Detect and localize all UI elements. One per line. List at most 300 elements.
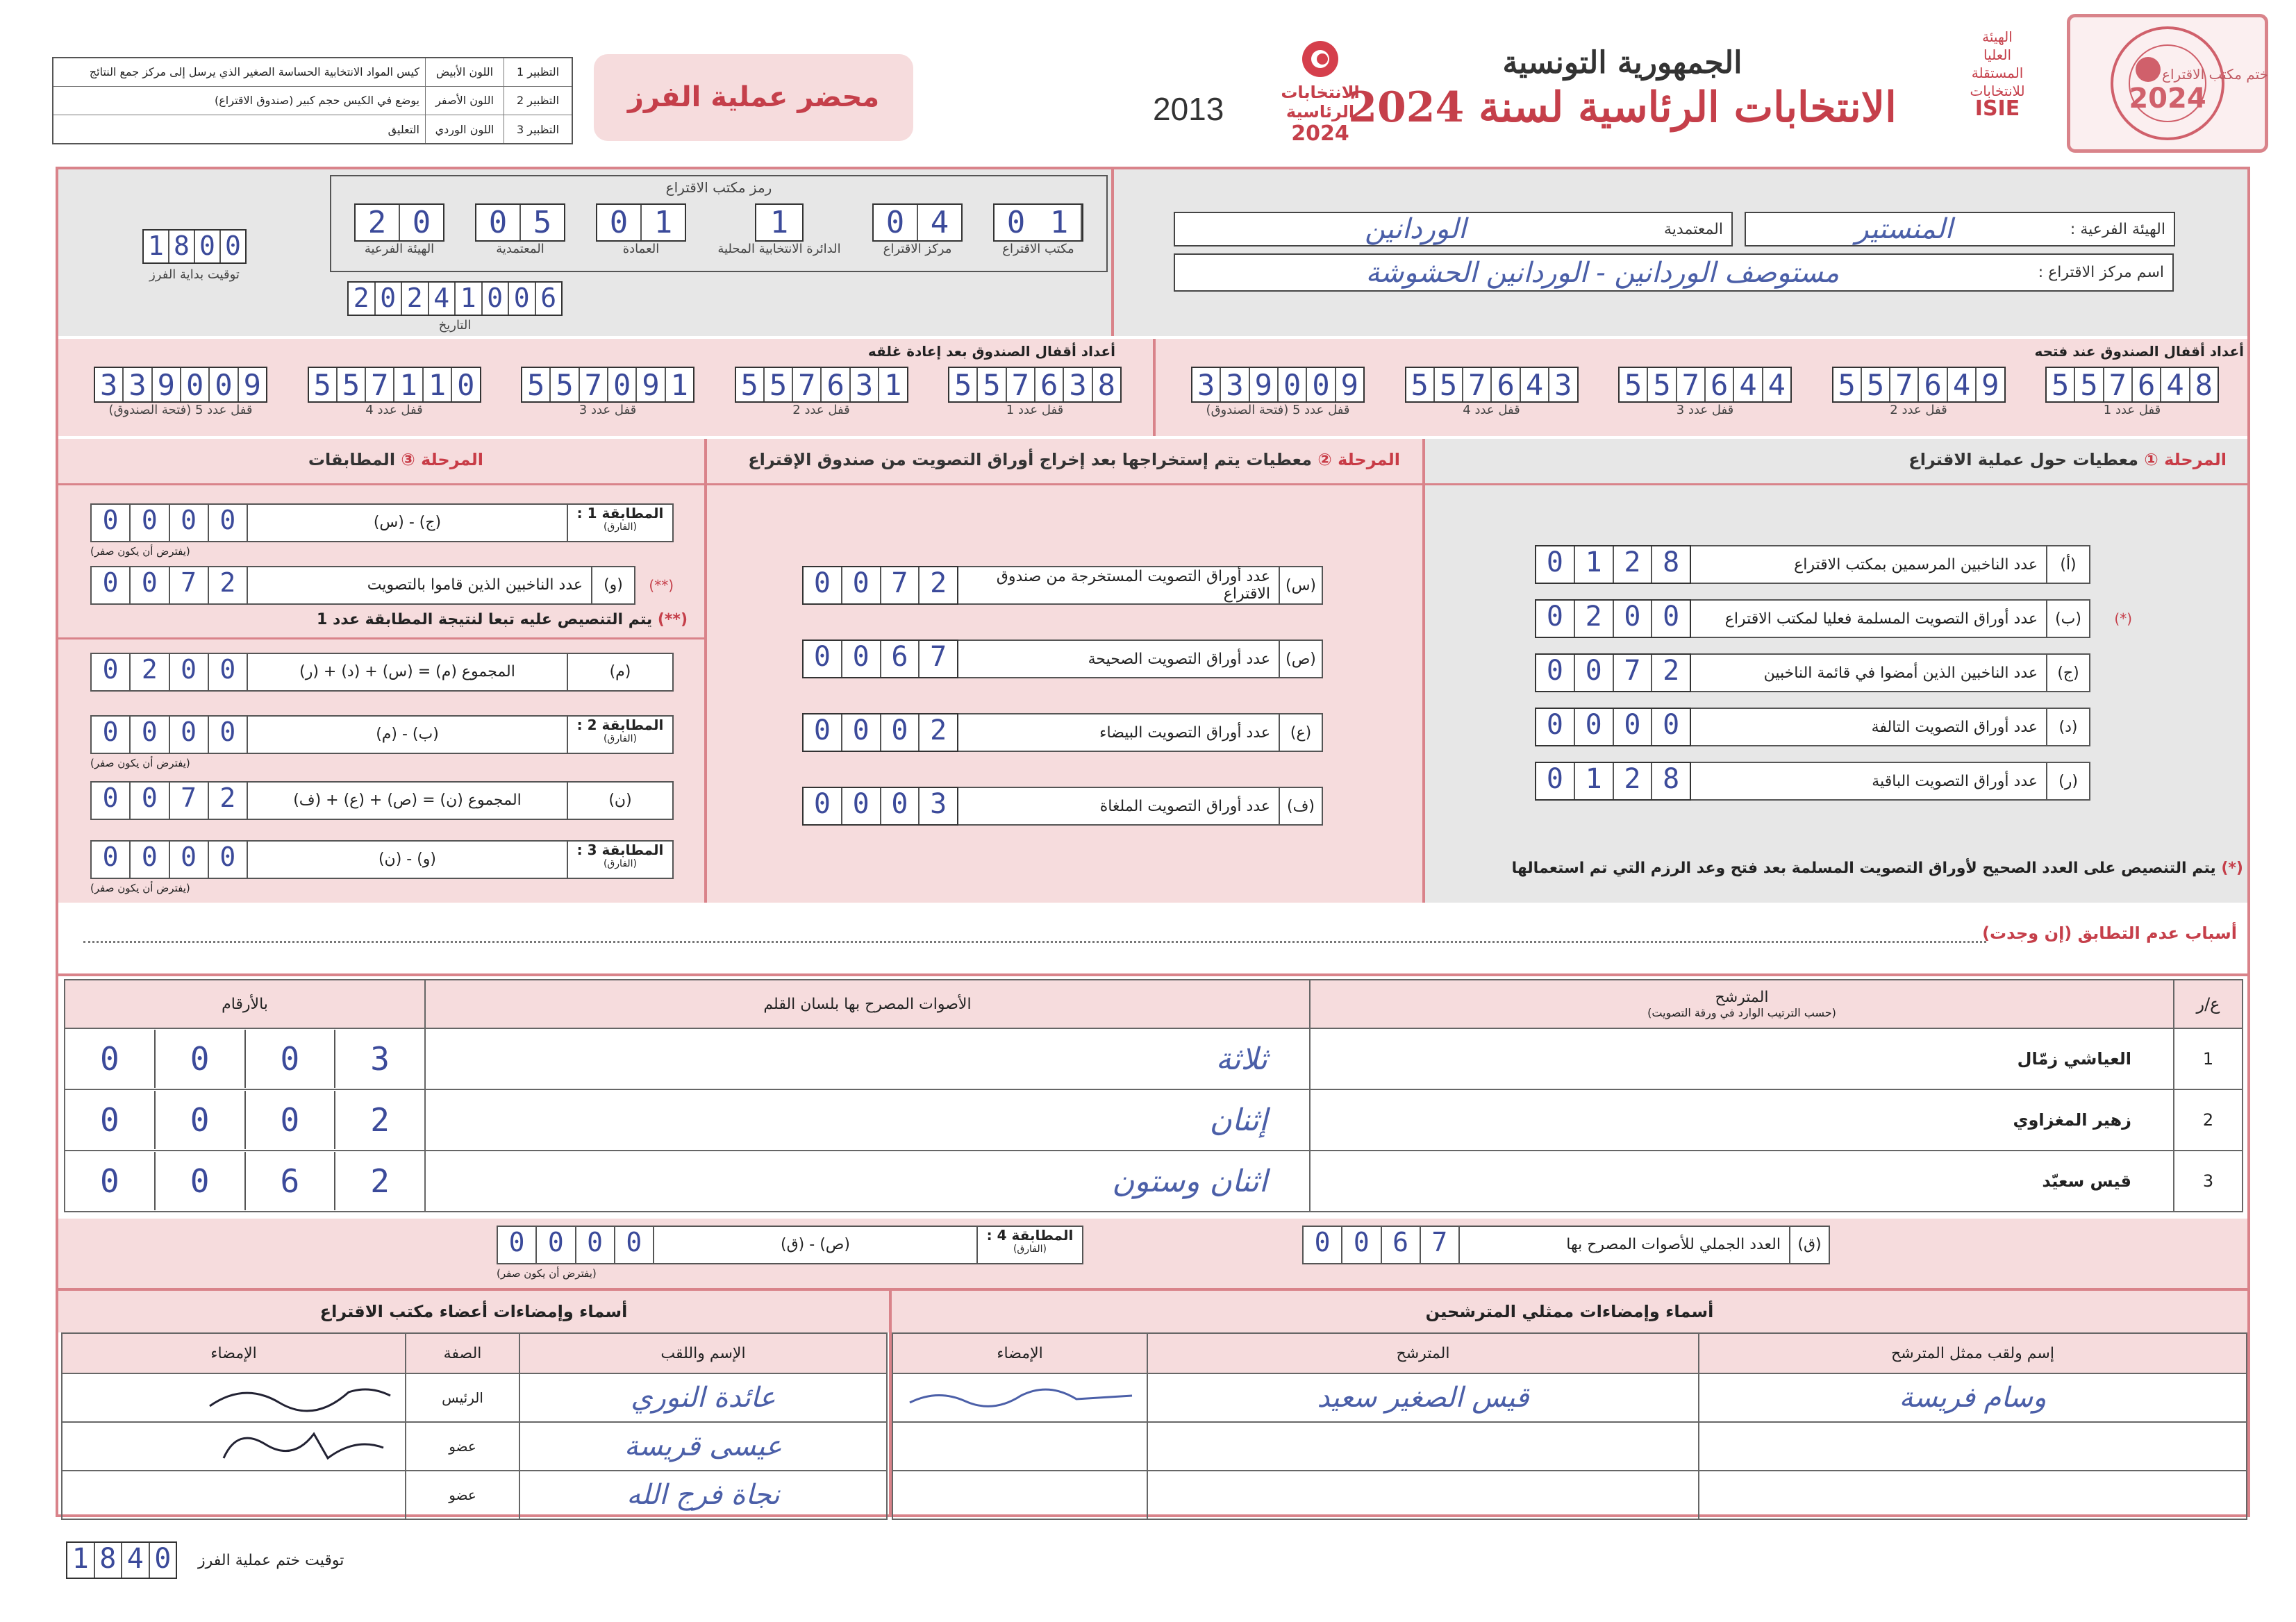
rep-name[interactable] <box>1699 1471 2247 1519</box>
totals-section <box>58 1219 2247 1288</box>
row-label: عدد أوراق التصويت المستخرجة من صندوق الاقتراع <box>996 568 1270 603</box>
mismatch-label: أسباب عدم التطابق (إن وجدت) <box>1982 923 2237 943</box>
votes-digits[interactable] <box>65 1028 425 1089</box>
sub-authority-value: المنستير <box>1855 213 1953 245</box>
digit[interactable]: 0 <box>412 205 431 240</box>
phase3-title-text: المطابقات <box>308 450 396 469</box>
rep-signature[interactable] <box>892 1373 1147 1422</box>
pack-color: اللون الأبيض <box>426 58 504 86</box>
lock-1 <box>2045 367 2219 429</box>
digit: 3 <box>1192 368 1221 401</box>
digit: 0 <box>804 567 842 603</box>
digit: 5 <box>551 368 579 401</box>
member-role: الرئيس <box>406 1373 519 1422</box>
digit: 0 <box>154 1543 172 1575</box>
digit: 2 <box>131 654 169 690</box>
member-name[interactable]: عائدة النوري <box>519 1373 887 1422</box>
member-role: عضو <box>406 1422 519 1471</box>
digit: 5 <box>978 368 1006 401</box>
row-label: عدد أوراق التصويت البيضاء <box>1099 724 1270 742</box>
delegation-field[interactable] <box>1174 212 1733 246</box>
votes-words[interactable]: إثنان <box>425 1089 1310 1151</box>
digit: 7 <box>930 641 947 673</box>
phase-divider <box>1422 439 1425 903</box>
row-key: (ج) <box>2046 655 2089 691</box>
digit[interactable]: 0 <box>1006 205 1026 240</box>
member-signature[interactable] <box>62 1373 406 1422</box>
date-field[interactable] <box>347 281 563 316</box>
code-field-sub-authority <box>344 203 455 269</box>
digit: 1 <box>884 368 902 402</box>
digit: 0 <box>219 505 236 535</box>
digit: 0 <box>576 1227 615 1263</box>
digit: 0 <box>1536 601 1575 637</box>
end-time-field[interactable] <box>66 1541 177 1579</box>
logo-line-2: الرئاسية <box>1286 102 1355 122</box>
sum-n-key: (ن) <box>567 783 672 819</box>
match1-sub: (الفارق) <box>603 521 638 533</box>
row-label: عدد أوراق التصويت المسلمة فعليا لمكتب الاقتراع <box>1724 610 2038 628</box>
digit: 0 <box>608 368 637 401</box>
table-row <box>65 1028 2243 1089</box>
digit[interactable]: 0 <box>476 205 521 240</box>
digit: 1 <box>67 1543 95 1578</box>
digit: 5 <box>1406 368 1435 401</box>
row-value[interactable] <box>1535 762 1691 801</box>
code-field-label: مكتب الاقتراع <box>1002 242 1074 256</box>
digit: 0 <box>131 505 169 541</box>
phase2-title <box>748 450 1400 469</box>
digit[interactable]: 1 <box>770 205 789 240</box>
reps-col-name: إسم ولقب ممثل المترشح <box>1699 1333 2247 1373</box>
digit: 4 <box>1767 368 1786 402</box>
phase1-row <box>1535 545 2090 584</box>
digit: 5 <box>736 368 765 401</box>
digit: 0 <box>156 1152 246 1210</box>
identity-divider <box>1111 169 1114 336</box>
col-num: ع/ر <box>2174 980 2243 1028</box>
digit: 0 <box>1536 655 1575 691</box>
digit: 7 <box>366 368 394 401</box>
total-label: العدد الجملي للأصوات المصرح بها <box>1566 1236 1781 1253</box>
digit: 0 <box>92 783 131 819</box>
digit: 0 <box>498 1227 537 1263</box>
isie-logo <box>1945 28 2049 146</box>
digit: 0 <box>1663 709 1680 741</box>
digit: 0 <box>92 842 131 878</box>
sum-m-value[interactable] <box>92 654 248 690</box>
digit: 0 <box>92 505 131 541</box>
digit: 3 <box>95 368 124 401</box>
digit: 2 <box>219 783 236 813</box>
lock-number-field[interactable] <box>308 367 481 403</box>
digit: 0 <box>509 283 536 315</box>
digit[interactable]: 1 <box>1038 205 1082 240</box>
locks-open-row <box>1191 367 2219 429</box>
phase2-label: المرحلة ② <box>1317 450 1400 469</box>
row-label: عدد أوراق التصويت التالفة <box>1871 718 2038 736</box>
phase1-rows <box>1535 545 2090 816</box>
note-mark: (*) <box>2221 860 2243 877</box>
digit: 5 <box>1833 368 1862 401</box>
digit: 7 <box>1890 368 1919 401</box>
phase2-row <box>802 639 1323 678</box>
digit: 0 <box>483 283 510 315</box>
digit: 0 <box>156 1030 246 1088</box>
row-label: عدد أوراق التصويت الملغاة <box>1099 797 1270 815</box>
digit: 0 <box>92 654 131 690</box>
row-label: عدد أوراق التصويت الصحيحة <box>1088 650 1270 668</box>
match3-row <box>90 840 674 879</box>
col-candidate <box>1310 980 2174 1028</box>
lock-number-field[interactable] <box>1832 367 2006 403</box>
match1-label-text: المطابقة 1 : <box>576 505 664 521</box>
match3-value[interactable] <box>92 842 248 878</box>
digit: 2 <box>370 1101 390 1139</box>
note-text: يتم التنصيص على العدد الصحيح لأوراق التصويت المسلمة بعد فتح وعد الرزم التي تم استعمالها <box>1511 860 2216 877</box>
digit: 0 <box>156 1091 246 1149</box>
digit: 7 <box>2104 368 2133 401</box>
voters-value[interactable] <box>92 567 248 603</box>
digit: 6 <box>246 1152 336 1210</box>
digit: 7 <box>793 368 822 401</box>
digit: 5 <box>1862 368 1890 401</box>
locks-open-title: أعداد أقفال الصندوق عند فتحه <box>2034 343 2244 360</box>
digit: 1 <box>670 368 688 402</box>
digit: 0 <box>1536 546 1575 583</box>
year-code: 2013 <box>1153 91 1224 127</box>
digit: 9 <box>243 368 261 402</box>
digit: 3 <box>370 1040 390 1078</box>
locks-divider <box>1153 339 1156 436</box>
digit: 5 <box>2047 368 2075 401</box>
digit: 7 <box>580 368 608 401</box>
row-key: (ص) <box>1279 641 1322 677</box>
end-time-label: توقيت ختم عملية الفرز <box>198 1552 344 1569</box>
row-value[interactable] <box>1535 653 1691 692</box>
phase3-separator <box>58 637 704 639</box>
match1-formula: (ج) - (س) <box>373 514 442 531</box>
reps-table <box>892 1332 2247 1520</box>
pack-num: التظبير 3 <box>504 115 572 143</box>
digit: 8 <box>95 1543 123 1578</box>
rep-candidate[interactable]: قيس الصغير سعيد <box>1147 1373 1699 1422</box>
digit: 0 <box>1536 763 1575 799</box>
signature-icon <box>896 1375 1146 1416</box>
pack-desc: كيس المواد الانتخابية الحساسة الصغير الذي يرسل إلى مركز جمع النتائج <box>89 65 419 79</box>
rep-name[interactable]: وسام فريسة <box>1699 1373 2247 1422</box>
member-name[interactable]: نجاة فرج الله <box>519 1471 887 1519</box>
code-field-imada <box>585 203 697 269</box>
code-field-label: الدائرة الانتخابية المحلية <box>717 242 841 256</box>
match2-label-text: المطابقة 2 : <box>576 717 664 733</box>
match4-label <box>976 1227 1082 1263</box>
phase2-row <box>802 787 1323 826</box>
digit: 0 <box>92 717 131 753</box>
digit: 0 <box>1614 601 1653 637</box>
lock-label: قفل عدد 3 <box>579 403 637 417</box>
digit: 0 <box>246 1030 336 1088</box>
center-value: مستوصف الوردانين - الوردانين الحشوشة <box>1365 256 1840 289</box>
center-field[interactable] <box>1174 253 2174 292</box>
row-value[interactable] <box>802 639 958 678</box>
digit: 2 <box>1614 763 1653 799</box>
voters-box <box>90 566 635 605</box>
sum-m-row <box>90 653 674 692</box>
digit: 8 <box>2195 368 2213 402</box>
match3-formula: (و) - (ن) <box>378 851 437 868</box>
phase1-title-text: معطيات حول عملية الاقتراع <box>1908 450 2139 469</box>
table-row <box>65 1089 2243 1151</box>
phase1-note <box>1472 860 2243 877</box>
digit: 0 <box>170 717 209 753</box>
match4-value[interactable] <box>498 1227 654 1263</box>
digit: 2 <box>930 714 947 746</box>
lock-label: قفل عدد 4 <box>365 403 423 417</box>
stamp-icon <box>2070 17 2265 149</box>
voters-mark: (**) <box>649 577 674 594</box>
stamp-label: ختم مكتب الاقتراع <box>2162 66 2268 83</box>
digit: 9 <box>637 368 665 401</box>
member-signature[interactable] <box>62 1471 406 1519</box>
digit: 0 <box>65 1152 156 1210</box>
digit: 6 <box>1035 368 1064 401</box>
sum-n-value[interactable] <box>92 783 248 819</box>
pack-num: التظبير 1 <box>504 58 572 86</box>
match3-note: (يفترض أن يكون صفر) <box>90 882 190 894</box>
row-value[interactable] <box>802 713 958 752</box>
digit: 0 <box>170 505 209 541</box>
isie-line-4: للانتخابات <box>1970 83 2025 99</box>
lock-number-field[interactable] <box>521 367 694 403</box>
code-field-label: العمادة <box>622 242 660 256</box>
row-key: (د) <box>2046 709 2089 745</box>
voters-note-mark: (**) <box>657 611 688 628</box>
lock-number-field[interactable] <box>735 367 908 403</box>
digit: 0 <box>225 231 241 261</box>
match4-sub: (الفارق) <box>1013 1244 1047 1255</box>
pack-num: التظبير 2 <box>504 86 572 115</box>
digit[interactable]: 0 <box>874 205 918 240</box>
digit[interactable]: 1 <box>654 205 673 240</box>
lock-label: قفل عدد 5 (فتحة الصندوق) <box>1206 403 1350 417</box>
digit: 5 <box>1620 368 1648 401</box>
code-field-label: المعتمدية <box>496 242 544 256</box>
match1-label <box>567 505 672 541</box>
digit: 0 <box>842 641 881 677</box>
digit: 1 <box>424 368 452 401</box>
digit: 0 <box>1279 368 1307 401</box>
digit: 0 <box>376 283 403 315</box>
total-key: (ق) <box>1789 1227 1829 1263</box>
sum-n-row <box>90 781 674 820</box>
total-value[interactable] <box>1304 1227 1460 1263</box>
digit: 0 <box>1536 709 1575 745</box>
members-col-signature: الإمضاء <box>62 1333 406 1373</box>
digit: 0 <box>1307 368 1336 401</box>
phase3-label: المرحلة ③ <box>401 450 483 469</box>
lock-label: قفل عدد 1 <box>1006 403 1064 417</box>
digit: 0 <box>219 717 236 747</box>
match2-value[interactable] <box>92 717 248 753</box>
digit: 0 <box>210 368 238 401</box>
digit: 9 <box>1981 368 1999 402</box>
row-value[interactable] <box>1535 708 1691 746</box>
sum-m-key: (م) <box>567 654 672 690</box>
row-key: (س) <box>1279 567 1322 603</box>
digit: 5 <box>949 368 978 401</box>
member-name[interactable]: عيسى قريسة <box>519 1422 887 1471</box>
digit: 1 <box>1575 546 1614 583</box>
votes-digits[interactable] <box>65 1151 425 1212</box>
digit: 0 <box>195 231 221 262</box>
sub-authority-field[interactable] <box>1745 212 2175 246</box>
signature-icon <box>196 1375 404 1416</box>
match3-label <box>567 842 672 878</box>
digit: 0 <box>842 714 881 751</box>
center-label: اسم مركز الاقتراع : <box>2038 264 2164 281</box>
digit: 2 <box>930 567 947 599</box>
code-field-label: الهيئة الفرعية <box>364 242 435 256</box>
lock-label: قفل عدد 4 <box>1463 403 1520 417</box>
phase1-row <box>1535 599 2090 638</box>
member-signature[interactable] <box>62 1422 406 1471</box>
form-title: محضر عملية الفرز <box>594 54 913 141</box>
reps-col-candidate: المترشح <box>1147 1333 1699 1373</box>
rep-signature[interactable] <box>892 1422 1147 1471</box>
digit: 0 <box>804 714 842 751</box>
election-title: الانتخابات الرئاسية لسنة 2024 <box>1348 83 1897 132</box>
candidate-name: العياشي زمّال <box>1310 1028 2174 1089</box>
digit: 7 <box>170 783 209 819</box>
rep-name[interactable] <box>1699 1422 2247 1471</box>
phase1-row <box>1535 762 2090 801</box>
lock-2 <box>735 367 908 429</box>
locks-close-title: أعداد أقفال الصندوق بعد إعادة غلقه <box>867 343 1115 360</box>
lock-number-field[interactable] <box>2045 367 2219 403</box>
lock-5 <box>94 367 267 429</box>
digit: 5 <box>309 368 338 401</box>
lock-number-field[interactable] <box>948 367 1122 403</box>
row-num: 1 <box>2174 1028 2243 1089</box>
lock-number-field[interactable] <box>1405 367 1579 403</box>
mismatch-field[interactable] <box>83 941 1986 943</box>
digit: 0 <box>881 788 920 824</box>
isie-line-5: ISIE <box>1974 97 2020 121</box>
digit: 0 <box>881 714 920 751</box>
row-value[interactable] <box>1535 599 1691 638</box>
digit: 0 <box>804 641 842 677</box>
pack-color: اللون الأصفر <box>426 86 504 115</box>
polling-code-fields <box>344 203 1094 269</box>
row-num: 3 <box>2174 1151 2243 1212</box>
digit: 5 <box>2075 368 2104 401</box>
republic-title: الجمهورية التونسية <box>1502 45 1742 81</box>
row-value[interactable] <box>802 566 958 605</box>
digit: 5 <box>338 368 366 401</box>
isie-line-1: الهيئة <box>1982 28 2013 45</box>
lock-label: قفل عدد 3 <box>1676 403 1734 417</box>
members-header <box>58 1291 889 1332</box>
digit: 6 <box>881 641 920 677</box>
digit: 9 <box>1250 368 1279 401</box>
signature-icon <box>196 1423 404 1465</box>
rep-candidate[interactable] <box>1147 1471 1699 1519</box>
votes-words[interactable]: ثلاثة <box>425 1028 1310 1089</box>
voters-note <box>90 611 688 628</box>
sub-authority-label: الهيئة الفرعية : <box>2070 220 2165 238</box>
start-time-field[interactable] <box>142 229 247 264</box>
digit: 0 <box>181 368 210 401</box>
locks-close-row <box>94 367 1122 429</box>
digit: 0 <box>1575 655 1614 691</box>
digit: 0 <box>131 842 169 878</box>
candidate-name: قيس سعيّد <box>1310 1151 2174 1212</box>
digit: 0 <box>219 654 236 685</box>
digit[interactable]: 4 <box>930 205 949 240</box>
pack-desc: يوضع في الكيس حجم كبير (صندوق الاقتراع) <box>215 94 419 108</box>
lock-number-field[interactable] <box>1618 367 1792 403</box>
phase-header-line <box>58 483 2247 485</box>
code-field-office <box>983 203 1094 269</box>
digit: 4 <box>122 1543 150 1578</box>
delegation-value: الوردانين <box>1365 213 1466 245</box>
lock-number-field[interactable] <box>94 367 267 403</box>
lock-label: قفل عدد 2 <box>792 403 850 417</box>
votes-words[interactable]: اثنان وستون <box>425 1151 1310 1212</box>
digit: 0 <box>170 654 209 690</box>
digit: 0 <box>92 567 131 603</box>
digit[interactable]: 2 <box>356 205 400 240</box>
digit[interactable]: 0 <box>597 205 642 240</box>
polling-code-title: رمز مكتب الاقتراع <box>665 179 772 196</box>
isie-line-2: العليا <box>1983 47 2012 63</box>
digit: 6 <box>540 283 557 313</box>
phase2-row <box>802 713 1323 752</box>
row-label: عدد الناخبين الذين أمضوا في قائمة الناخبين <box>1763 664 2038 682</box>
reps-header <box>892 1291 2247 1332</box>
digit: 9 <box>1340 368 1358 402</box>
voters-text: عدد الناخبين الذين قاموا بالتصويت <box>367 576 583 594</box>
match1-row <box>90 503 674 542</box>
rep-candidate[interactable] <box>1147 1422 1699 1471</box>
digit: 6 <box>2133 368 2161 401</box>
votes-digits[interactable] <box>65 1089 425 1151</box>
digit: 3 <box>851 368 879 401</box>
col-digits: بالأرقام <box>65 980 425 1028</box>
row-value[interactable] <box>1535 545 1691 584</box>
phase2-row <box>802 566 1323 605</box>
lock-number-field[interactable] <box>1191 367 1365 403</box>
digit: 0 <box>1575 709 1614 745</box>
digit[interactable]: 5 <box>533 205 552 240</box>
digit: 3 <box>1064 368 1092 401</box>
digit: 7 <box>170 567 209 603</box>
digit: 7 <box>1007 368 1035 401</box>
digit: 8 <box>1663 546 1680 578</box>
lock-label: قفل عدد 1 <box>2103 403 2161 417</box>
row-value[interactable] <box>802 787 958 826</box>
match2-note: (يفترض أن يكون صفر) <box>90 757 190 769</box>
match1-value[interactable] <box>92 505 248 541</box>
digit: 2 <box>349 283 376 315</box>
rep-signature[interactable] <box>892 1471 1147 1519</box>
lock-2 <box>1832 367 2006 429</box>
reps-title: أسماء وإمضاءات ممثلي المترشحين <box>1425 1302 1714 1321</box>
digit: 0 <box>1342 1227 1381 1263</box>
phase3-title <box>308 450 483 469</box>
digit: 0 <box>131 567 169 603</box>
